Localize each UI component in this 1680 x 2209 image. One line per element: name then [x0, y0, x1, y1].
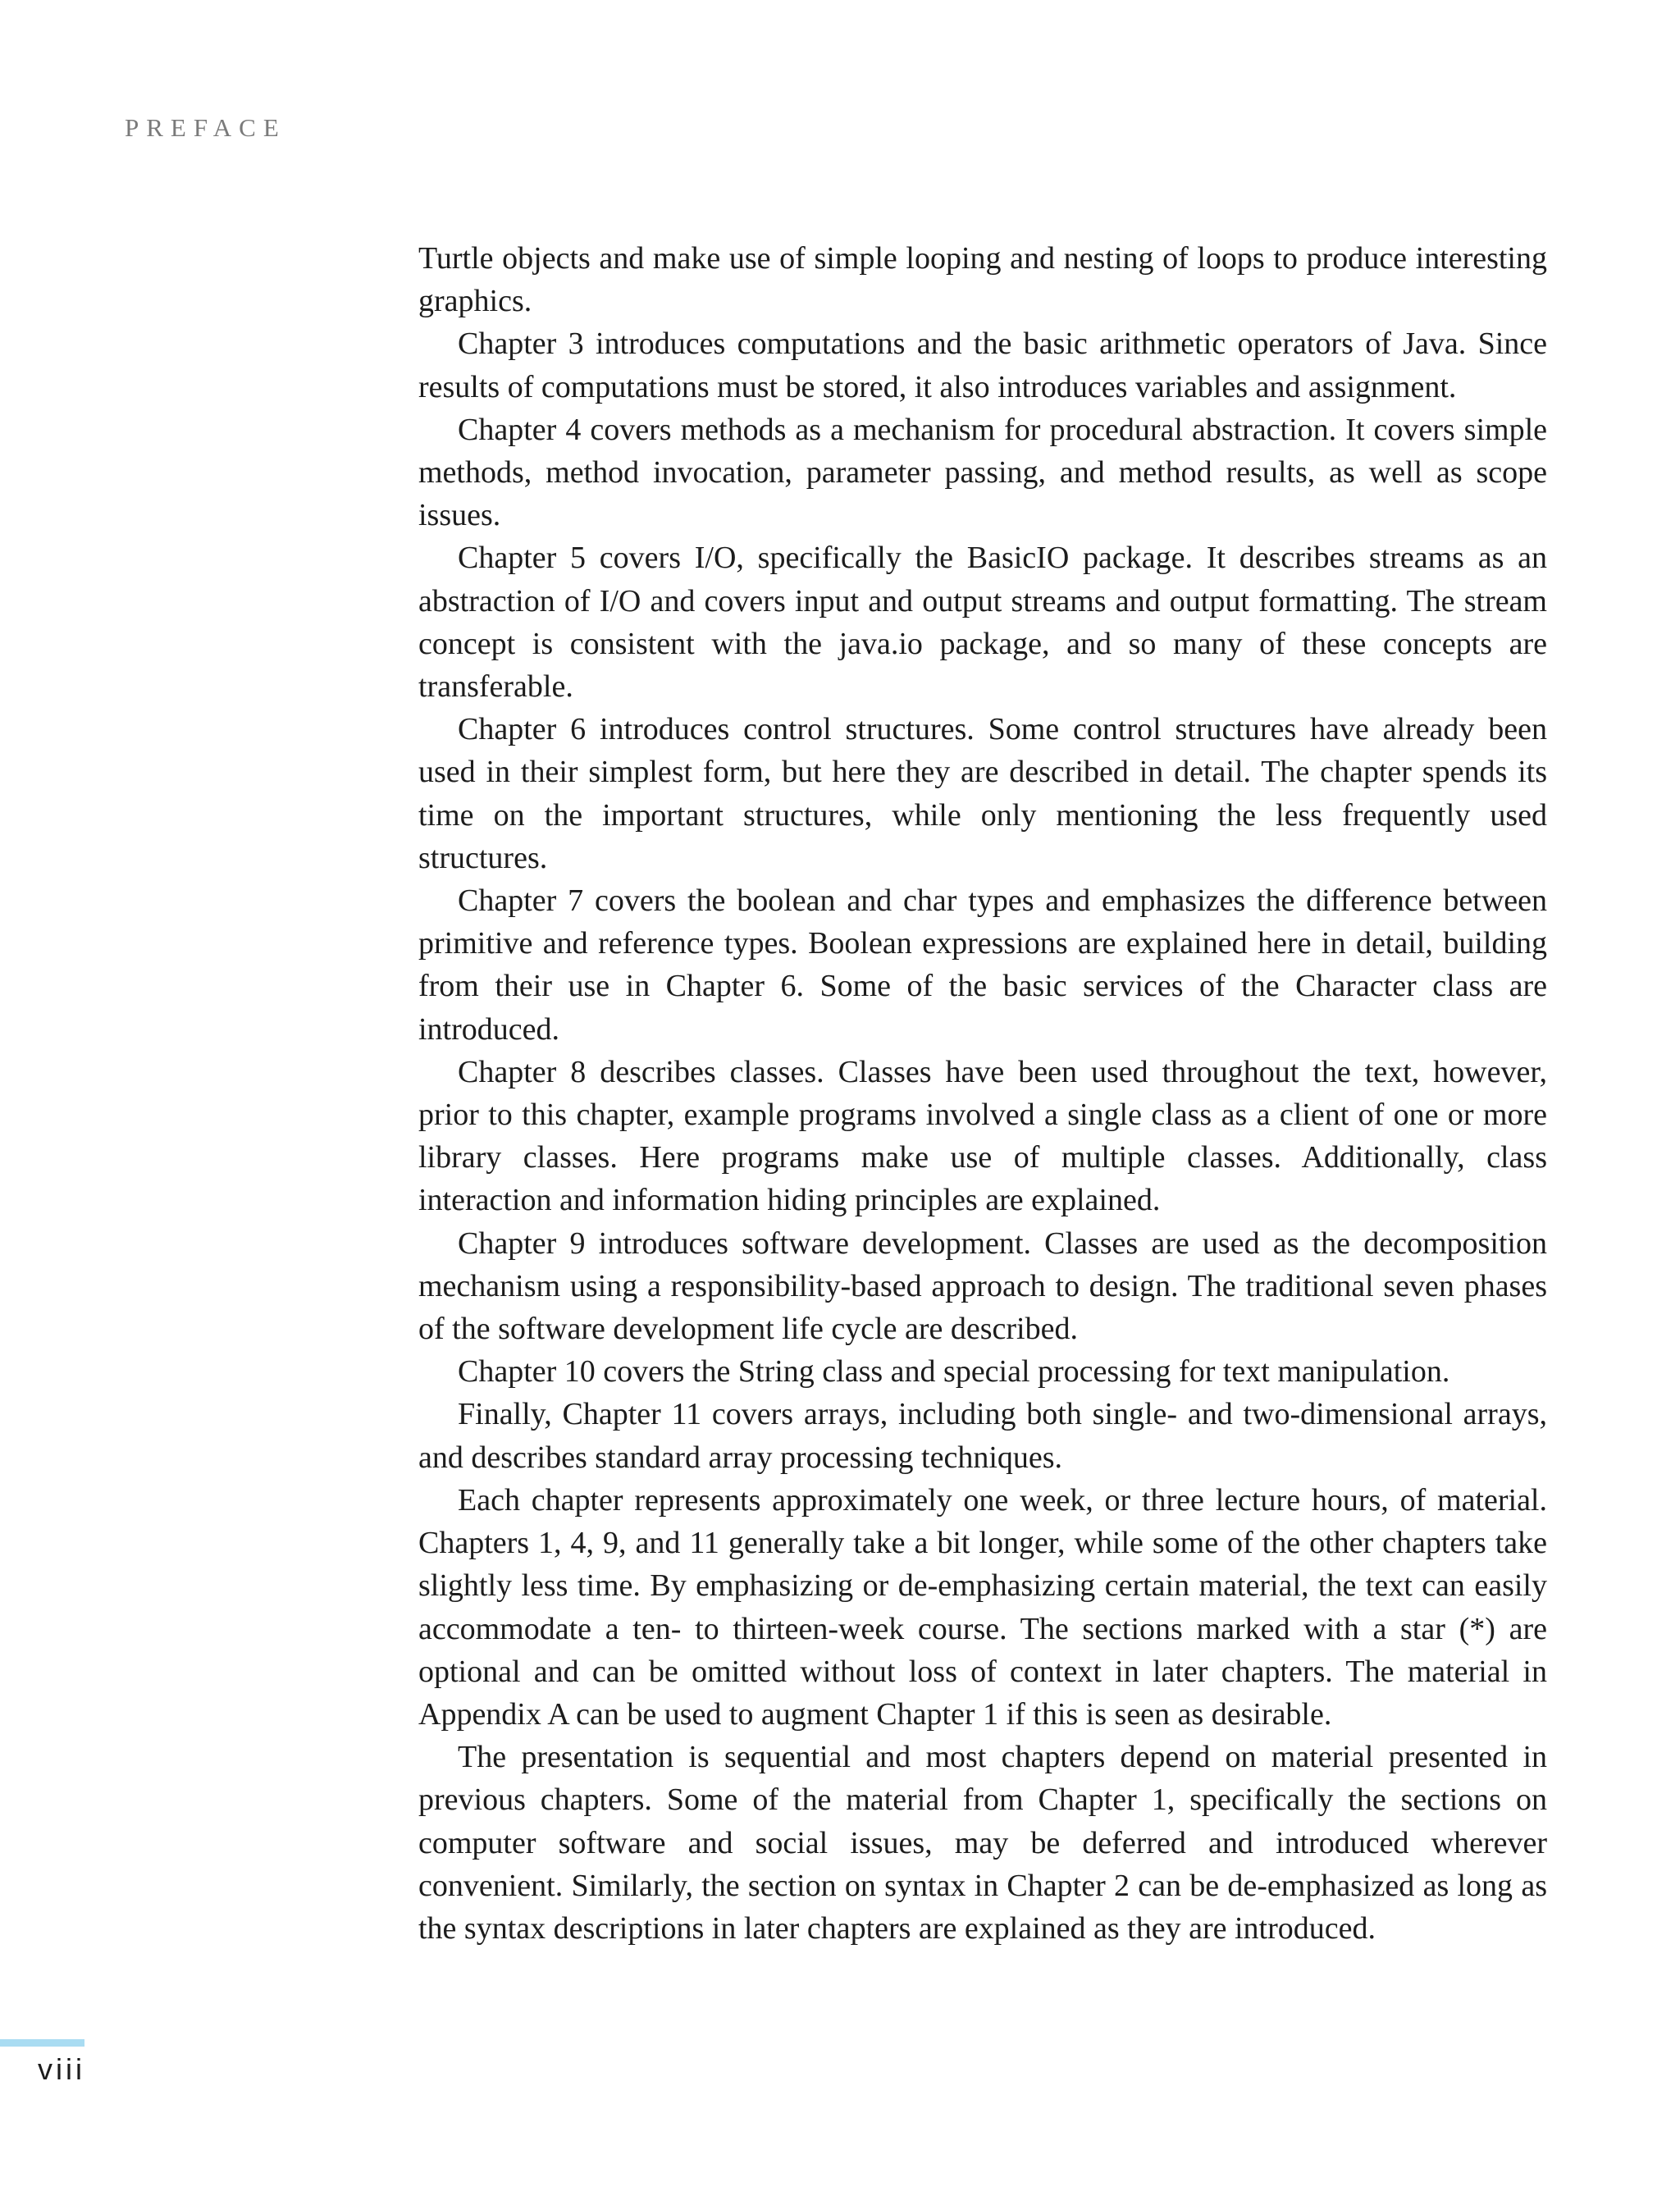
paragraph-chapter-5: Chapter 5 covers I/O, specifically the BasicIO package. It describes streams as an abstraction of I/O and covers input and output streams and output formatting. The stream concept is consistent with the java.io package, and so many of these concepts are transferable. — [418, 541, 1547, 705]
paragraph-chapter-7: Chapter 7 covers the boolean and char types and emphasizes the difference between primitive and reference types. Boolean expressions are explained here in detail, building from their use in Chapter 6. Some of the basic services of the Character class are introduced. — [418, 883, 1547, 1047]
folio-accent-bar — [0, 2039, 84, 2047]
paragraph-chapter-10: Chapter 10 covers the String class and special processing for text manipulation. — [458, 1354, 1450, 1390]
paragraph-schedule: Each chapter represents approximately one week, or three lecture hours, of material. Chapters 1, 4, 9, and 11 generally take a bit longer, while some of the other chapters take slightly less time. By emphasizing or de-emphasizing certain material, the text can easily accommodate a ten- to thirteen-week course. The sections marked with a star (*) are optional and can be omitted without loss of context in later chapters. The material in Appendix A can be used to augment Chapter 1 if this is seen as desirable. — [418, 1482, 1547, 1732]
running-head: PREFACE — [125, 113, 286, 142]
body-text — [418, 237, 1547, 1950]
paragraph-presentation: The presentation is sequential and most chapters depend on material presented in previous chapters. Some of the material from Chapter 1, specifically the sections on computer software and social issues, may be deferred and introduced wherever convenient. Similarly, the section on syntax in Chapter 2 can be de-emphasized as long as the syntax descriptions in later chapters are explained as they are introduced. — [418, 1740, 1547, 1946]
paragraph-chapter-3: Chapter 3 introduces computations and the basic arithmetic operators of Java. Since results of computations must be stored, it also introduces variables and assignment. — [418, 326, 1547, 404]
paragraph-chapter-4: Chapter 4 covers methods as a mechanism for procedural abstraction. It covers simple methods, method invocation, parameter passing, and method results, as well as scope issues. — [418, 412, 1547, 533]
paragraph-chapter-9: Chapter 9 introduces software development. Classes are used as the decomposition mechanism using a responsibility-based approach to design. The traditional seven phases of the software development life cycle are described. — [418, 1225, 1547, 1347]
page-number: viii — [38, 2052, 85, 2086]
paragraph-chapter-6: Chapter 6 introduces control structures. Some control structures have already been used in their simplest form, but here they are described in detail. The chapter spends its time on the important structures, while only mentioning the less frequently used structures. — [418, 712, 1547, 875]
paragraph-continued: Turtle objects and make use of simple looping and nesting of loops to produce interesting graphics. — [418, 241, 1547, 319]
paragraph-chapter-11: Finally, Chapter 11 covers arrays, including both single- and two-dimensional arrays, and describes standard array processing techniques. — [418, 1397, 1547, 1475]
paragraph-chapter-8: Chapter 8 describes classes. Classes have been used throughout the text, however, prior to this chapter, example programs involved a single class as a client of one or more library classes. Here programs make use of multiple classes. Additionally, class interaction and information hiding principles are explained. — [418, 1054, 1547, 1218]
